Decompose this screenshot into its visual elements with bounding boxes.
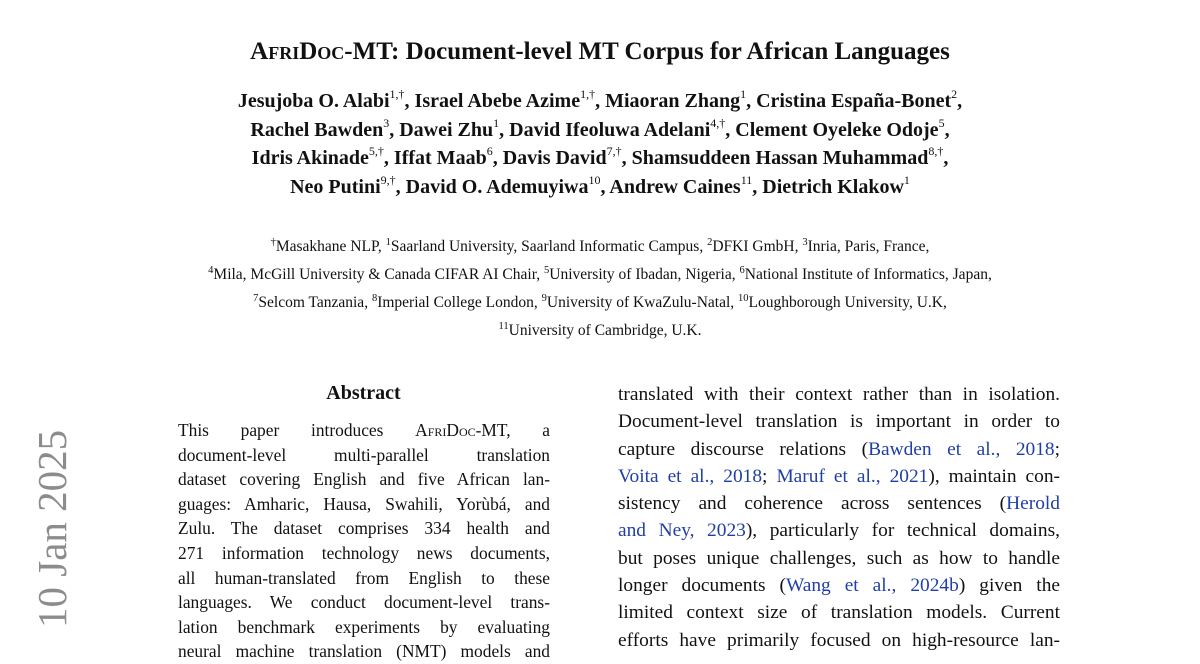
author-name: Neo Putini (290, 175, 381, 198)
author-separator: , (395, 175, 406, 198)
author-line (0, 116, 1200, 145)
affiliation-mark: 8 (371, 293, 378, 304)
author-name: Idris Akinade (251, 147, 369, 169)
author-name: Dietrich Klakow (762, 175, 904, 198)
affiliation-text: Inria, Paris, France, (807, 238, 930, 255)
author-name: Clement Oyeleke Odoje (735, 118, 939, 141)
author-name: Davis David (502, 147, 607, 169)
affiliation-text: University of KwaZulu-Natal, (546, 294, 739, 311)
text-run: ), particularly for technical domains, (745, 520, 1060, 542)
affiliation-mark: 1 (385, 237, 391, 248)
affiliation-mark: 5 (544, 265, 550, 276)
author-affiliation-mark: 5,† (368, 144, 384, 158)
author-separator: , (943, 147, 949, 169)
affiliation-mark: 10 (738, 293, 749, 304)
text-run: This paper introduces (178, 420, 416, 440)
author-name: Rachel Bawden (250, 118, 384, 141)
author-affiliation-mark: 1 (903, 172, 910, 187)
affiliation-text: Saarland University, Saarland Informatic Campus, (390, 238, 708, 255)
affiliation-mark: 4 (208, 265, 214, 276)
author-separator: , (492, 147, 503, 169)
affiliation-mark: 3 (802, 237, 808, 248)
body-line (618, 463, 1060, 490)
text-run: limited context size of translation models. Current (618, 602, 1060, 624)
author-affiliation-mark: 4,† (710, 115, 726, 130)
author-affiliation-mark: 7,† (606, 144, 622, 158)
arxiv-date-stamp: 10 Jan 2025 (29, 429, 75, 628)
author-name: Cristina España-Bonet (756, 90, 952, 112)
affiliation-text: Loughborough University, U.K, (748, 294, 947, 311)
author-affiliation-mark: 5 (938, 115, 945, 130)
text-run: -MT, a (475, 420, 550, 440)
text-run: ; (1054, 438, 1060, 460)
affiliation-text: Imperial College London, (377, 294, 542, 311)
author-separator: , (621, 147, 632, 169)
text-run: but poses unique challenges, such as how to handle (618, 547, 1060, 569)
author-affiliation-mark: 3 (383, 115, 390, 130)
abstract-line (178, 418, 550, 443)
citation-link[interactable]: Herold (1006, 493, 1060, 515)
abstract-line (178, 492, 550, 517)
text-run: Document-level translation is important in order to (618, 411, 1060, 433)
abstract-line (178, 566, 550, 591)
body-line (618, 381, 1060, 408)
text-run: lation benchmark experiments by evaluating (178, 616, 550, 637)
text-run: ) given the (958, 575, 1060, 597)
author-separator: , (746, 90, 757, 112)
author-name: Iffat Maab (393, 147, 487, 169)
author-name: Israel Abebe Azime (414, 90, 581, 112)
text-run: longer documents ( (618, 575, 786, 597)
author-name: Jesujoba O. Alabi (237, 90, 390, 112)
text-run: all human-translated from English to these (178, 567, 550, 588)
abstract-line (178, 541, 550, 566)
text-run: ), maintain con- (928, 465, 1060, 487)
author-name: Andrew Caines (609, 175, 741, 198)
author-separator: , (600, 175, 610, 198)
author-name: David O. Ademuyiwa (405, 175, 589, 198)
affiliation-line (0, 317, 1200, 345)
affiliation-text: Selcom Tanzania, (258, 294, 372, 311)
author-separator: , (752, 175, 763, 198)
author-affiliation-mark: 6 (486, 144, 493, 158)
abstract-line (178, 467, 550, 492)
body-line (618, 436, 1060, 463)
body-line (618, 517, 1060, 544)
body-line (618, 599, 1060, 626)
text-run: languages. We conduct document-level trans- (178, 592, 550, 613)
author-separator: , (499, 118, 510, 141)
text-run: efforts have primarily focused on high-resource lan- (618, 629, 1060, 651)
affiliation-text: Mila, McGill University & Canada CIFAR AI Chair, (213, 266, 544, 283)
author-affiliation-mark: 1,† (389, 87, 405, 101)
text-run: guages: Amharic, Hausa, Swahili, Yorùbá, and (178, 493, 550, 514)
affiliation-text: DFKI GmbH, (712, 238, 803, 255)
affiliation-text: University of Cambridge, U.K. (508, 322, 702, 339)
abstract-line (178, 615, 550, 640)
author-separator: , (383, 147, 394, 169)
citation-link[interactable]: Wang et al., 2024b (785, 575, 959, 597)
abstract-line (178, 516, 550, 541)
abstract-line (178, 639, 550, 664)
title-name-part-2: Doc (299, 38, 345, 65)
abstract-line (178, 590, 550, 615)
author-affiliation-mark: 10 (588, 172, 601, 187)
affiliation-mark: 7 (253, 293, 259, 304)
author-affiliation-mark: 1,† (580, 87, 596, 101)
author-line (0, 87, 1200, 116)
title-rest: -MT: Document-level MT Corpus for African Languages (344, 38, 950, 65)
author-affiliation-mark: 1 (493, 115, 500, 130)
paper-title (0, 36, 1200, 68)
affiliation-line (0, 289, 1200, 317)
citation-link[interactable]: Maruf et al., 2021 (776, 465, 929, 487)
author-separator: , (957, 90, 963, 112)
author-separator: , (595, 90, 606, 112)
body-line (618, 490, 1060, 517)
affiliation-text: National Institute of Informatics, Japan, (744, 266, 992, 283)
dataset-name: AfriDoc (415, 420, 476, 440)
abstract-line (178, 443, 550, 468)
affiliation-mark: 6 (739, 265, 745, 276)
author-affiliation-mark: 2 (951, 87, 958, 101)
text-run: document-level multi-parallel translation (178, 444, 550, 465)
title-name-part-1: Afri (250, 38, 300, 65)
citation-link[interactable]: Bawden et al., 2018 (868, 438, 1055, 460)
author-list (0, 87, 1200, 201)
author-separator: , (389, 118, 400, 141)
author-affiliation-mark: 11 (740, 172, 753, 187)
affiliation-line (0, 233, 1200, 261)
text-run: ; (762, 465, 777, 487)
author-affiliation-mark: 1 (740, 87, 747, 101)
affiliation-text: University of Ibadan, Nigeria, (549, 266, 740, 283)
text-run: translated with their context rather than in isolation. (618, 384, 1060, 405)
author-affiliation-mark: 8,† (928, 144, 944, 158)
author-separator: , (944, 118, 950, 141)
abstract-heading: Abstract (326, 382, 401, 404)
affiliation-mark: † (270, 237, 276, 248)
right-column-body (618, 381, 1060, 654)
author-name: David Ifeoluwa Adelani (509, 118, 711, 141)
author-line (0, 173, 1200, 202)
body-line (618, 408, 1060, 435)
abstract-body (178, 418, 550, 664)
citation-link[interactable]: and Ney, 2023 (618, 520, 746, 542)
text-run: sistency and coherence across sentences ( (618, 493, 1007, 515)
author-name: Dawei Zhu (399, 118, 494, 141)
affiliation-mark: 9 (541, 293, 547, 304)
body-line (618, 572, 1060, 599)
author-separator: , (404, 90, 415, 112)
author-affiliation-mark: 9,† (380, 172, 396, 187)
author-name: Miaoran Zhang (605, 90, 741, 112)
citation-link[interactable]: Voita et al., 2018 (618, 465, 763, 487)
text-run: 271 information technology news documents, (178, 542, 550, 563)
text-run: Zulu. The dataset comprises 334 health and (178, 518, 550, 539)
text-run: dataset covering English and five African lan- (178, 469, 550, 490)
author-line (0, 144, 1200, 173)
author-separator: , (725, 118, 736, 141)
body-line (618, 545, 1060, 572)
text-run: neural machine translation (NMT) models and (178, 641, 550, 662)
affiliation-line (0, 261, 1200, 289)
affiliation-text: Masakhane NLP, (275, 238, 386, 255)
author-name: Shamsuddeen Hassan Muhammad (631, 147, 929, 169)
text-run: capture discourse relations ( (618, 438, 869, 460)
affiliation-list (0, 233, 1200, 345)
affiliation-mark: 2 (707, 237, 713, 248)
affiliation-mark: 11 (498, 321, 509, 332)
body-line (618, 627, 1060, 654)
